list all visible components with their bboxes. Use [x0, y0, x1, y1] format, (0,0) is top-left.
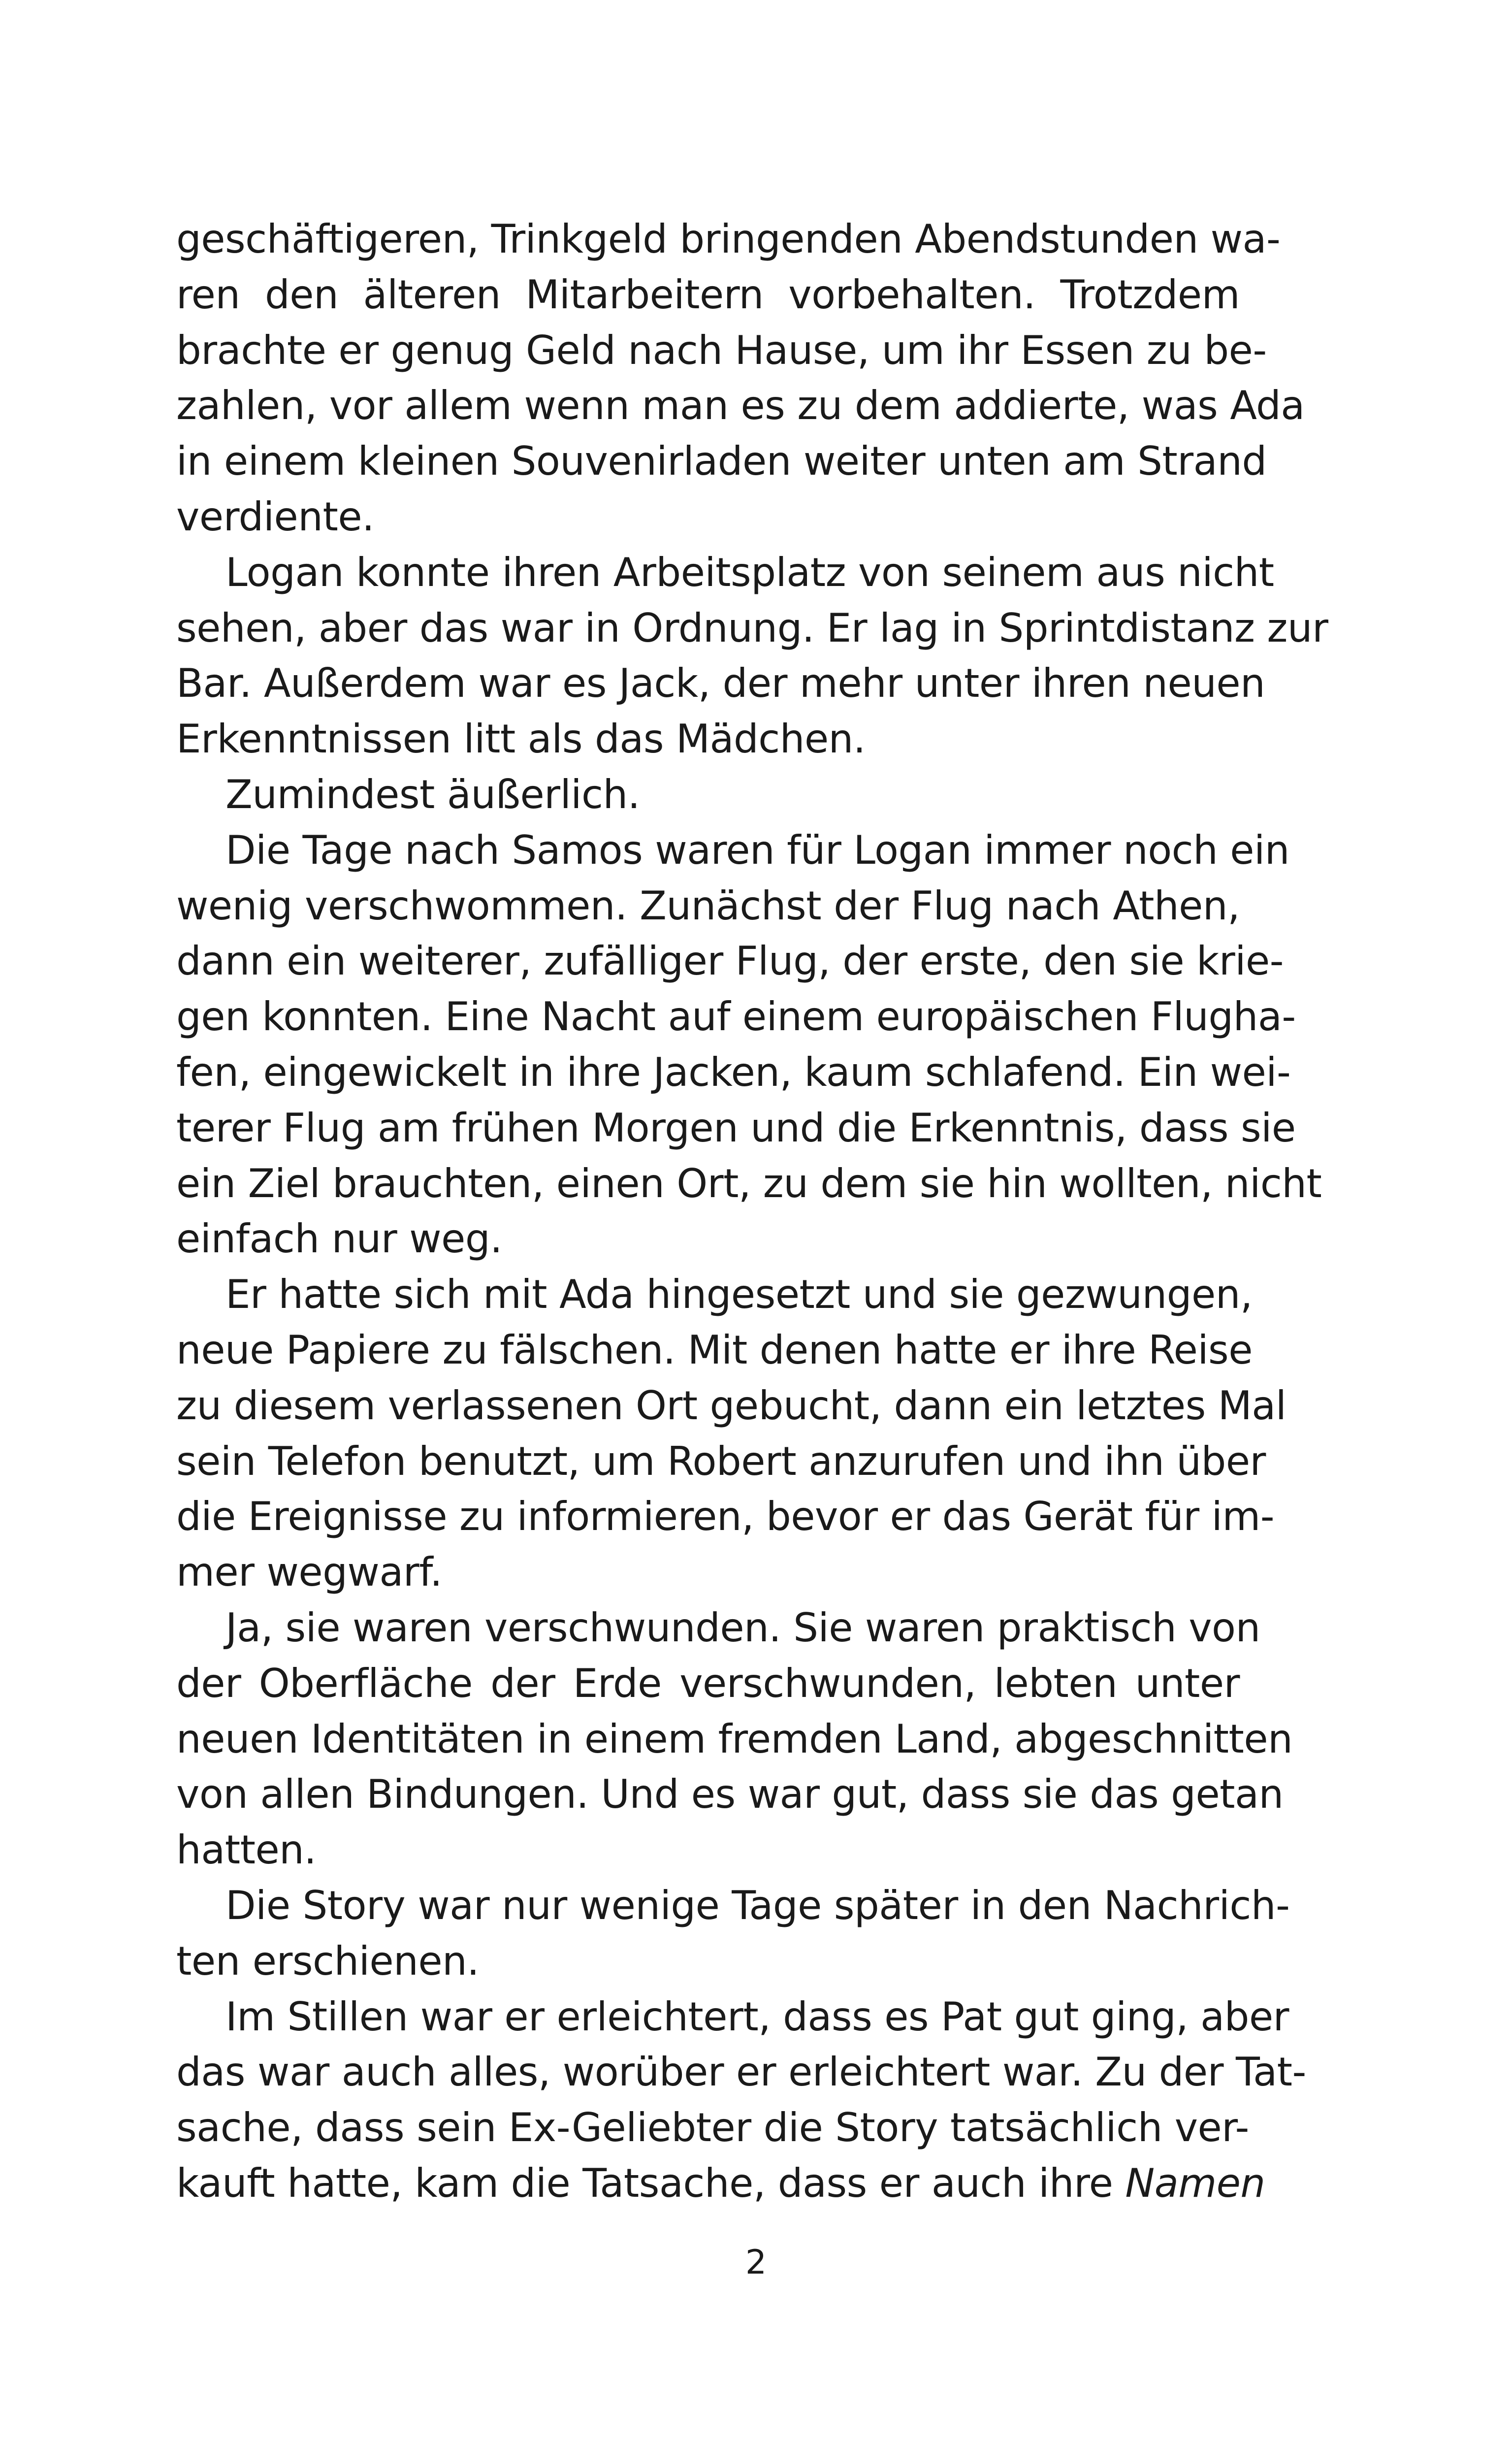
text-line: hatten.: [176, 1827, 317, 1873]
text-line: fen, eingewickelt in ihre Jacken, kaum schlafend. Ein wei-: [176, 1049, 1291, 1095]
body-text: [176, 212, 1328, 2212]
text-line: Bar. Außerdem war es Jack, der mehr unter ihren neuen: [176, 660, 1265, 707]
text-line: brachte er genug Geld nach Hause, um ihr Essen zu be-: [176, 327, 1267, 373]
text-line: ten erschienen.: [176, 1938, 480, 1984]
text-line: ein Ziel brauchten, einen Ort, zu dem sie hin wollten, nicht: [176, 1160, 1322, 1206]
text-line: zu diesem verlassenen Ort gebucht, dann ein letztes Mal: [176, 1382, 1287, 1429]
page-number: 2: [745, 2243, 767, 2282]
text-line-main: kauft hatte, kam die Tatsache, dass er auch ihre: [176, 2160, 1113, 2206]
text-line: Im Stillen war er erleichtert, dass es Pat gut ging, aber: [225, 1993, 1289, 2040]
text-line: von allen Bindungen. Und es war gut, dass sie das getan: [176, 1771, 1284, 1818]
text-line: ren den älteren Mitarbeitern vorbehalten. Trotzdem: [176, 271, 1240, 318]
text-line: einfach nur weg.: [176, 1216, 503, 1262]
text-line: Die Story war nur wenige Tage später in den Nachrich-: [225, 1882, 1290, 1928]
text-line: Die Tage nach Samos waren für Logan immer noch ein: [225, 827, 1289, 873]
text-line: gen konnten. Eine Nacht auf einem europäischen Flugha-: [176, 994, 1296, 1040]
text-line: sehen, aber das war in Ordnung. Er lag in Sprintdistanz zur: [176, 605, 1328, 651]
text-line-last: [176, 2156, 1265, 2212]
text-line: sache, dass sein Ex-Geliebter die Story tatsächlich ver-: [176, 2105, 1249, 2151]
text-line: Logan konnte ihren Arbeitsplatz von seinem aus nicht: [225, 549, 1274, 595]
text-line: dann ein weiterer, zufälliger Flug, der erste, den sie krie-: [176, 938, 1284, 984]
text-line: Ja, sie waren verschwunden. Sie waren praktisch von: [225, 1604, 1260, 1651]
text-line: in einem kleinen Souvenirladen weiter unten am Strand: [176, 438, 1267, 485]
text-line: wenig verschwommen. Zunächst der Flug nach Athen,: [176, 882, 1240, 929]
text-line: Zumindest äußerlich.: [225, 771, 640, 817]
text-line: der Oberfläche der Erde verschwunden, lebten unter: [176, 1660, 1240, 1706]
text-line: Erkenntnissen litt als das Mädchen.: [176, 716, 866, 762]
text-line: neue Papiere zu fälschen. Mit denen hatte er ihre Reise: [176, 1327, 1253, 1373]
text-line: verdiente.: [176, 493, 374, 540]
text-line: mer wegwarf.: [176, 1549, 443, 1596]
text-line: geschäftigeren, Trinkgeld bringenden Abendstunden wa-: [176, 216, 1281, 262]
text-line: zahlen, vor allem wenn man es zu dem addierte, was Ada: [176, 383, 1305, 429]
text-line: Er hatte sich mit Ada hingesetzt und sie gezwungen,: [225, 1271, 1253, 1318]
text-line: neuen Identitäten in einem fremden Land, abgeschnitten: [176, 1716, 1293, 1762]
text-line: das war auch alles, worüber er erleichtert war. Zu der Tat-: [176, 2049, 1306, 2095]
text-line: terer Flug am frühen Morgen und die Erkenntnis, dass sie: [176, 1105, 1296, 1151]
italic-word: Namen: [1125, 2160, 1265, 2206]
text-line: die Ereignisse zu informieren, bevor er das Gerät für im-: [176, 1494, 1275, 1540]
text-line: sein Telefon benutzt, um Robert anzurufen und ihn über: [176, 1438, 1266, 1484]
